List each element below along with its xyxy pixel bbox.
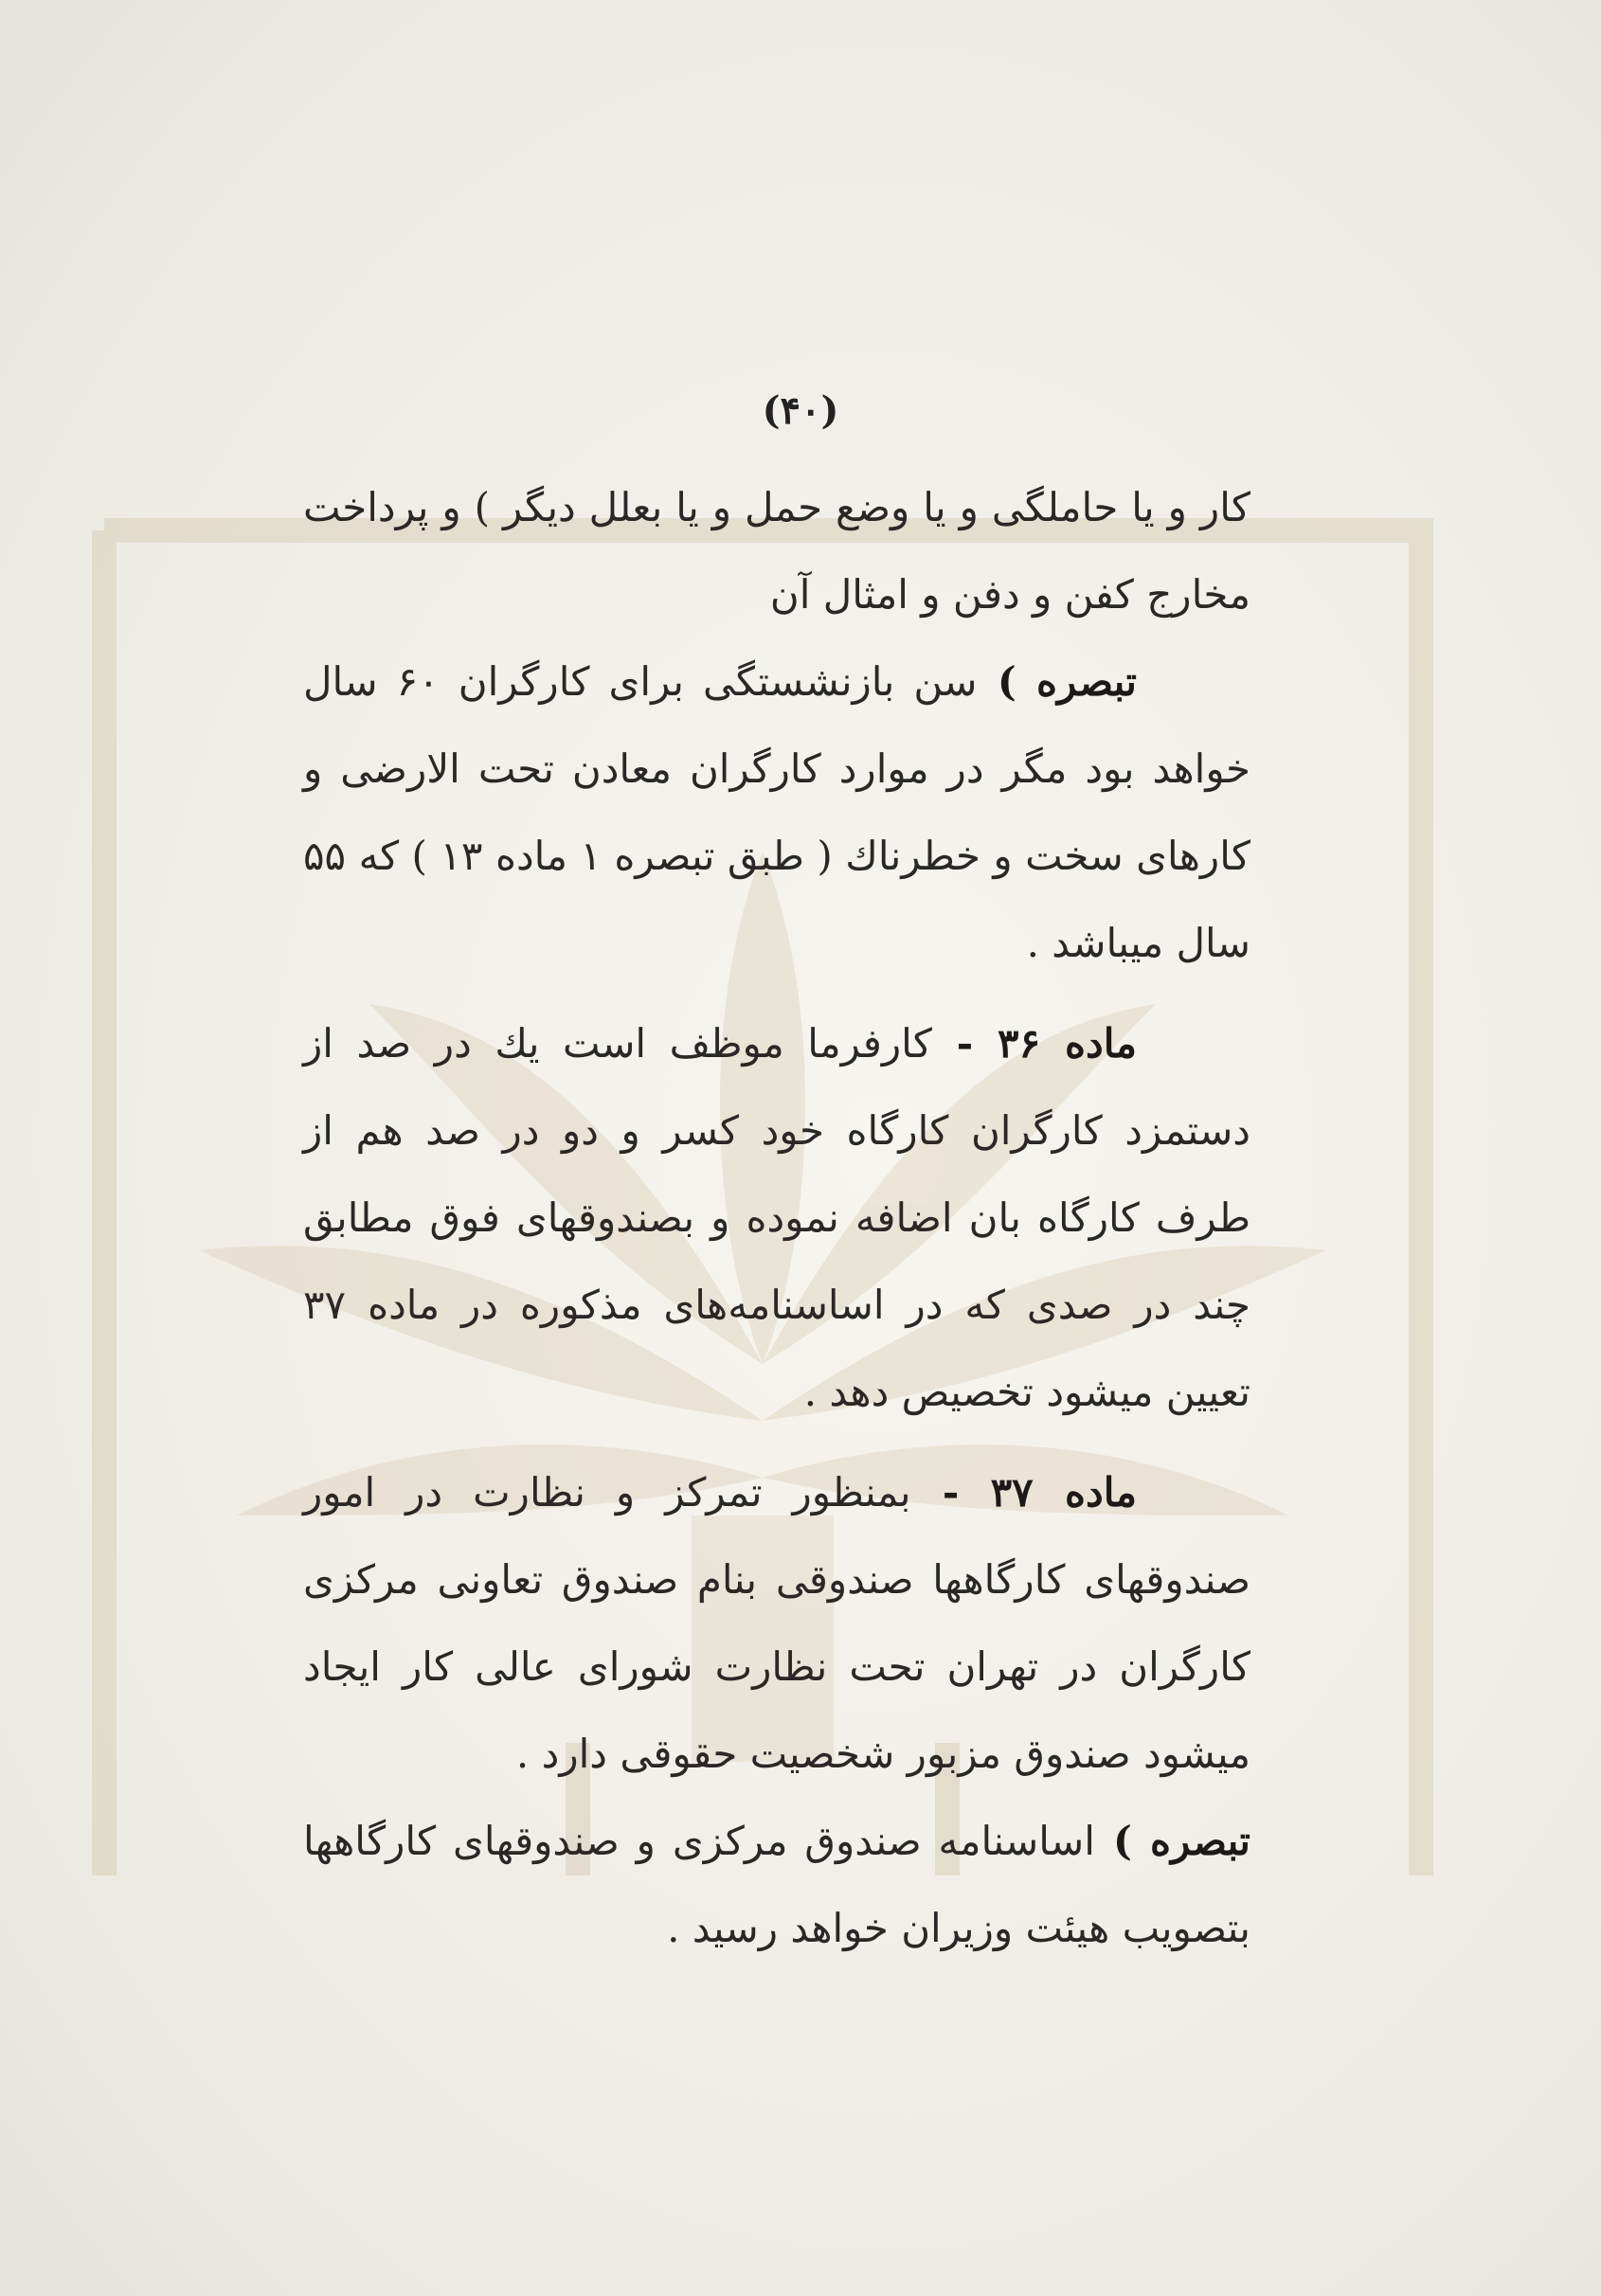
paragraph-note-statute [303,1798,1250,1972]
paragraph-text: کارفرما موظف است یك در صد از دستمزد کارگران کارگاه خود کسر و دو در صد هم از طرف کارگاه بان اضافه نموده و بصندوقهای فوق مطابق چند در صدی که در اساسنامه‌های مذکوره در ماده ۳۷ تعیین میشود تخصیص دهد . [303,1020,1250,1415]
paragraph-article-36 [303,1000,1250,1436]
paragraph-continuation [303,464,1250,638]
paragraph-text: کار و یا حاملگی و یا وضع حمل و یا بعلل دیگر ) و پرداخت مخارج کفن و دفن و امثال آن [303,484,1250,618]
article-label: ماده ۳۷ - [910,1469,1137,1516]
paragraph-text: سن بازنشستگی برای کارگران ۶۰ سال خواهد بود مگر در موارد کارگران معادن تحت الارضی و کارهای سخت و خطرناك ( طبق تبصره ۱ ماده ۱۳ ) که ۵۵ سال میباشد . [303,658,1250,966]
page-number: (۴۰) [762,388,839,433]
body-text [303,464,1250,1972]
paragraph-text: بمنظور تمرکز و نظارت در امور صندوقهای کارگاهها صندوقی بنام صندوق تعاونی مرکزی کارگران در تهران تحت نظارت شورای عالی کار ایجاد میشود صندوق مزبور شخصیت حقوقی دارد . [303,1469,1250,1777]
paragraph-text: اساسنامه صندوق مرکزی و صندوقهای کارگاهها بتصویب هیئت وزیران خواهد رسید . [303,1818,1250,1951]
article-label: ماده ۳۶ - [931,1020,1138,1067]
note-label: تبصره ) [977,658,1137,705]
paragraph-note-retirement [303,638,1250,987]
paragraph-article-37 [303,1449,1250,1798]
note-label: تبصره ) [1094,1818,1250,1864]
